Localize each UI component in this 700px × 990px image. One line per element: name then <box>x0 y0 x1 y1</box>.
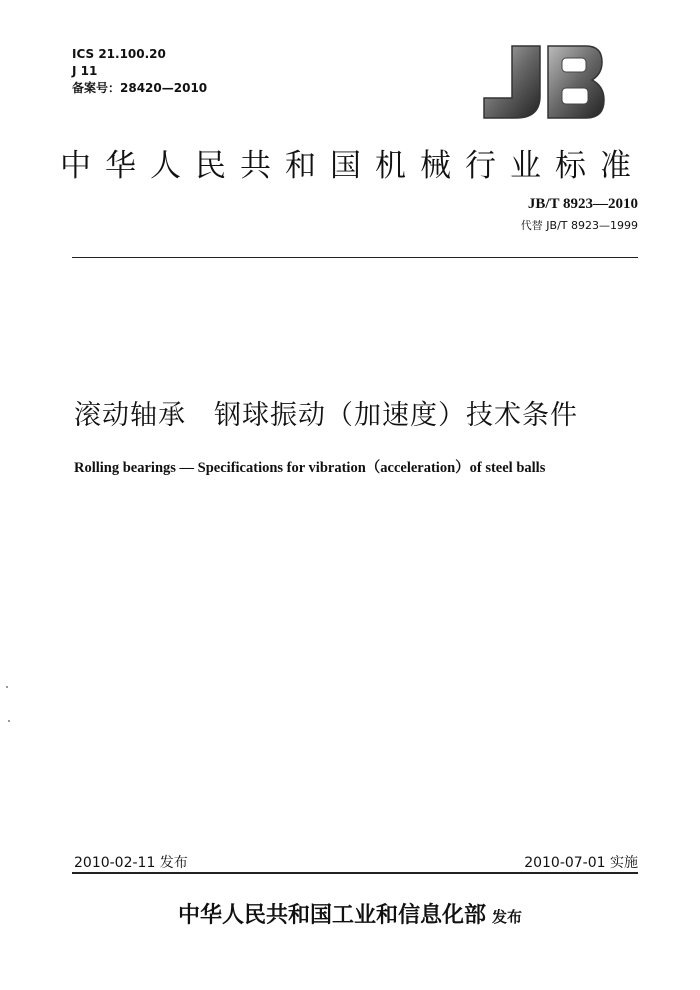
record-number: 备案号：28420—2010 <box>72 81 208 95</box>
title-chinese: 滚动轴承 钢球振动（加速度）技术条件 <box>74 400 578 431</box>
standard-number: JB/T 8923—2010 <box>527 196 638 212</box>
header-divider <box>72 257 638 258</box>
category-code: J 11 <box>72 64 98 78</box>
scan-speck <box>6 686 8 688</box>
replaces-standard: 代替 JB/T 8923—1999 <box>520 219 638 232</box>
ics-code: ICS 21.100.20 <box>72 47 166 61</box>
jb-logo <box>478 40 608 122</box>
industry-standard-title: 中华人民共和国机械行业标准 <box>60 148 645 184</box>
publisher <box>0 898 700 929</box>
footer-divider <box>72 872 638 874</box>
title-english: Rolling bearings — Specifications for vibration（acceleration）of steel balls <box>74 460 546 476</box>
publisher-name: 中华人民共和国工业和信息化部 <box>177 903 486 928</box>
issue-date: 2010-02-11 发布 <box>74 855 188 871</box>
scan-speck <box>8 720 10 722</box>
standard-metadata <box>72 46 207 97</box>
publisher-suffix: 发布 <box>492 908 523 926</box>
implementation-date: 2010-07-01 实施 <box>524 855 638 871</box>
